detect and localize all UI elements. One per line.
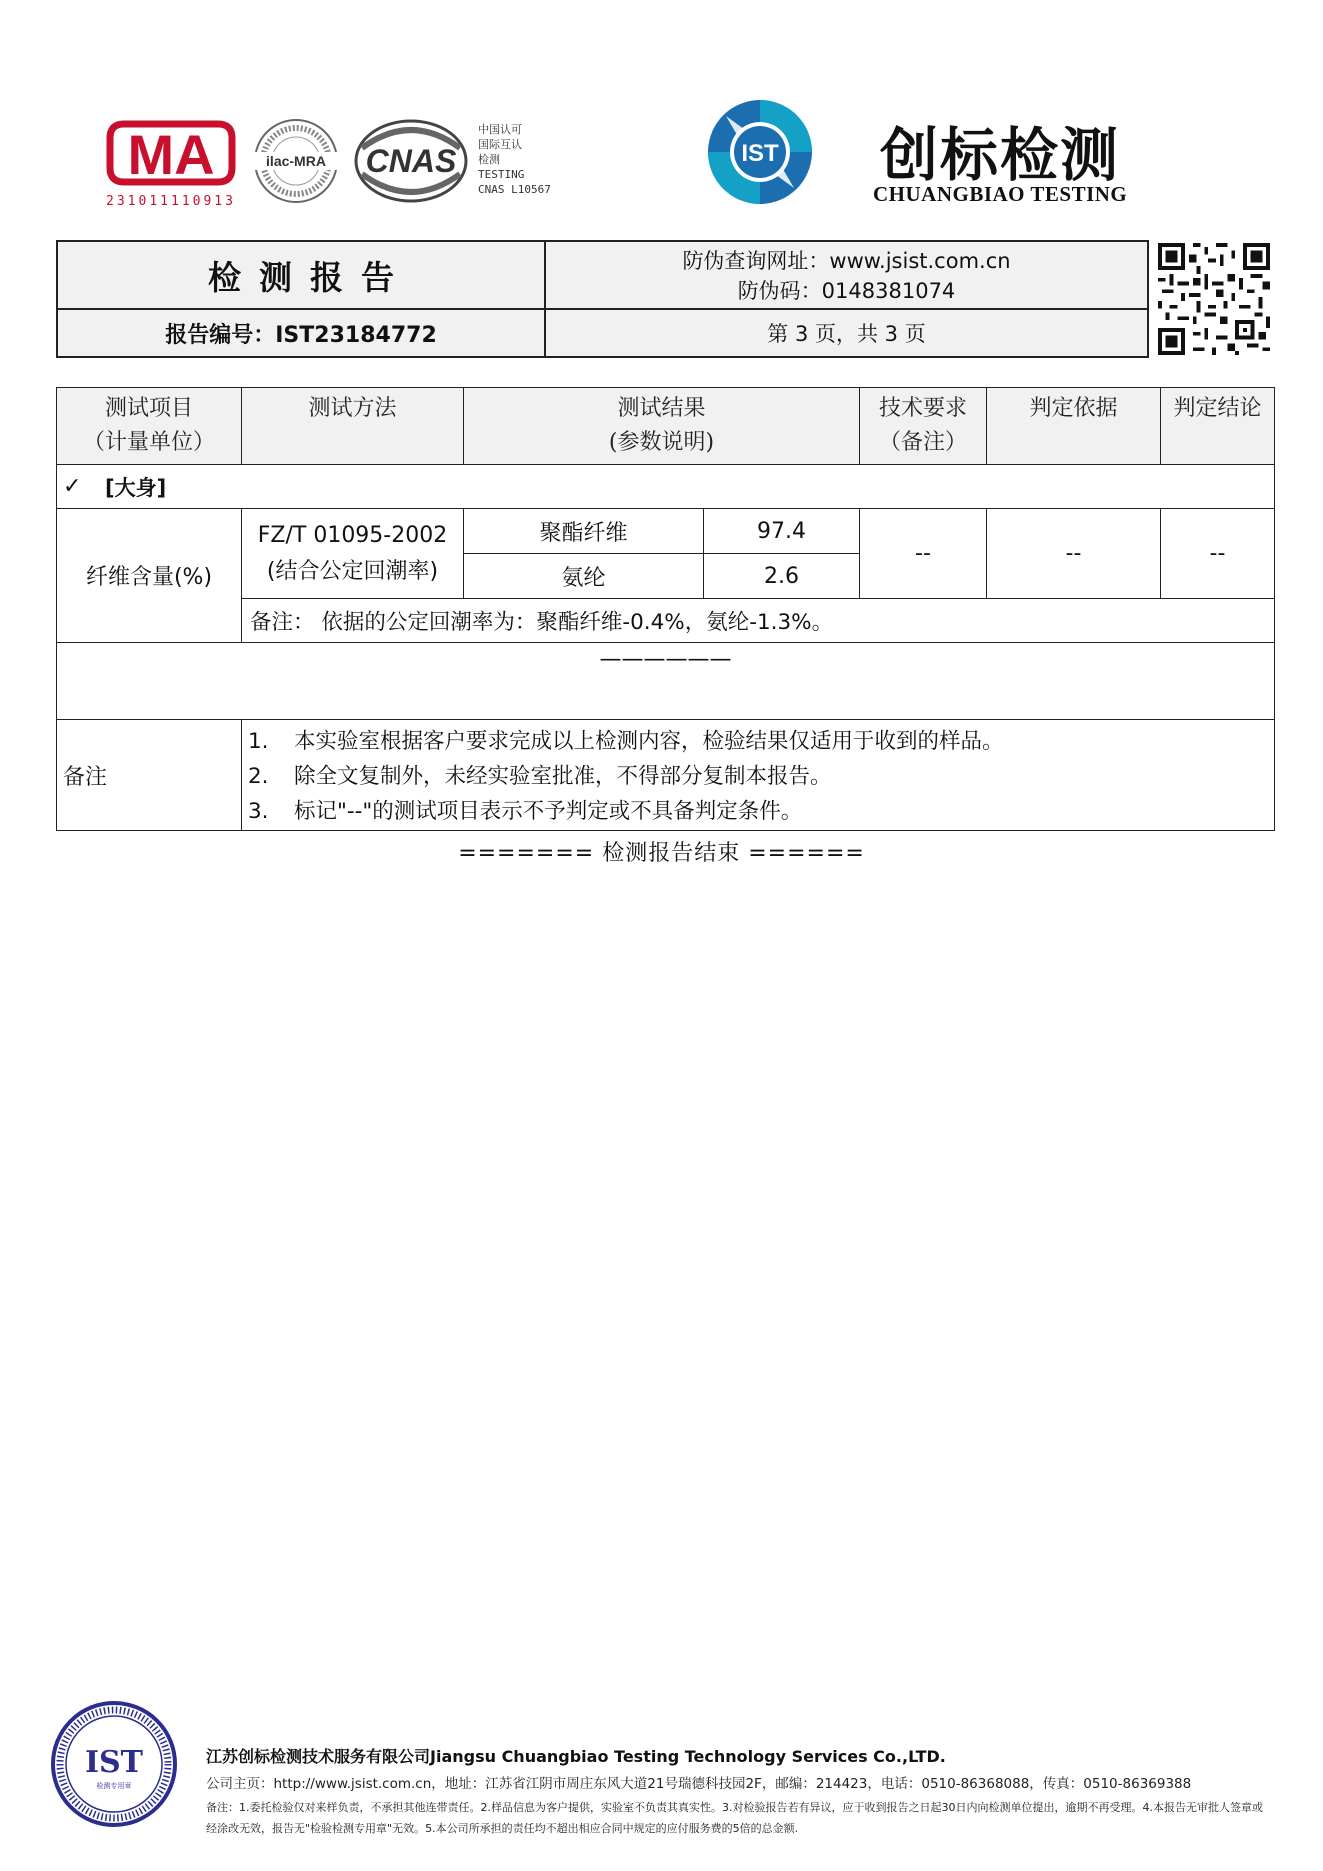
result-value-1: 97.4 <box>703 508 860 554</box>
cnas-logo <box>352 118 470 204</box>
list-item: 2. 除全文复制外，未经实验室批准，不得部分复制本报告。 <box>248 764 832 789</box>
brand-name-chinese: 创标检测 <box>880 121 1121 189</box>
report-number: 报告编号：IST23184772 <box>58 310 544 356</box>
separator-line: —————— <box>599 647 732 672</box>
list-item: 3. 标记"--"的测试项目表示不予判定或不具备判定条件。 <box>248 799 803 824</box>
svg-text:ilac-MRA: ilac-MRA <box>266 153 326 169</box>
footer-disclaimer: 备注：1.委托检验仅对来样负责，不承担其他连带责任。2.样品信息为客户提供，实验室不负责其真实性。3.对检验报告若有异议，应于收到报告之日起30日内向检测单位提出，逾期不再受理。4.本报告无审批人签章或经涂改无效，报告无"检验检测专用章"无效。5.本公司所承担的责任均不超出相应合同中规定的应付服务费的5倍的总金额. <box>206 1801 1263 1835</box>
anti-counterfeit-info <box>546 242 1147 308</box>
result-value-2: 2.6 <box>703 553 860 599</box>
section-label: [大身] <box>105 475 167 500</box>
page-info: 第 3 页，共 3 页 <box>546 310 1147 356</box>
notes-label: 备注 <box>56 719 242 831</box>
anti-counterfeit-code: 防伪码：0148381074 <box>737 279 956 303</box>
report-title: 检测报告 <box>58 242 544 308</box>
notes-list <box>248 724 1004 829</box>
svg-text:检测专用章: 检测专用章 <box>96 1782 132 1790</box>
test-item-name: 纤维含量(%) <box>56 508 242 643</box>
svg-text:MA: MA <box>127 123 215 186</box>
svg-text:CNAS: CNAS <box>365 143 457 179</box>
company-name: 江苏创标检测技术服务有限公司Jiangsu Chuangbiao Testing Technology Services Co.,LTD. <box>206 1747 946 1766</box>
col-header-conclusion: 判定结论 <box>1160 387 1275 465</box>
ist-logo <box>704 96 816 208</box>
cma-logo <box>104 114 238 206</box>
qr-code[interactable] <box>1158 243 1270 355</box>
col-header-test-method: 测试方法 <box>241 387 464 465</box>
brand-name-english: CHUANGBIAO TESTING <box>873 182 1128 206</box>
report-header <box>56 240 1149 358</box>
anti-counterfeit-url[interactable]: 防伪查询网址：www.jsist.com.cn <box>682 249 1011 273</box>
col-header-requirement: 技术要求 （备注） <box>859 387 987 465</box>
result-fiber-1: 聚酯纤维 <box>463 508 704 554</box>
col-header-test-result: 测试结果 (参数说明) <box>463 387 860 465</box>
basis-value: -- <box>986 508 1161 599</box>
cnas-accreditation-text: 中国认可 国际互认 检测 TESTING CNAS L10567 <box>478 123 551 196</box>
col-header-test-item: 测试项目 （计量单位） <box>56 387 242 465</box>
company-contact: 公司主页：http://www.jsist.com.cn，地址：江苏省江阴市周庄东风大道21号瑞德科技园2F，邮编：214423，电话：0510-86368088，传真：0510-86369388 <box>206 1776 1192 1792</box>
requirement-value: -- <box>859 508 987 599</box>
item-remark: 备注： 依据的公定回潮率为：聚酯纤维-0.4%，氨纶-1.3%。 <box>241 598 1275 643</box>
list-item: 1. 本实验室根据客户要求完成以上检测内容，检验结果仅适用于收到的样品。 <box>248 729 1004 754</box>
separator-row <box>56 642 1275 720</box>
ist-seal-stamp <box>50 1700 178 1828</box>
test-method: FZ/T 01095-2002 (结合公定回潮率) <box>241 508 464 599</box>
conclusion-value: -- <box>1160 508 1275 599</box>
cma-number: 231011110913 <box>106 194 236 209</box>
result-fiber-2: 氨纶 <box>463 553 704 599</box>
svg-text:IST: IST <box>741 140 779 167</box>
report-end-marker: ======= 检测报告结束 ====== <box>458 841 865 866</box>
ilac-mra-logo <box>250 117 342 205</box>
check-icon: ✓ <box>63 474 82 499</box>
section-row <box>56 464 1275 509</box>
svg-text:IST: IST <box>84 1745 144 1780</box>
col-header-basis: 判定依据 <box>986 387 1161 465</box>
